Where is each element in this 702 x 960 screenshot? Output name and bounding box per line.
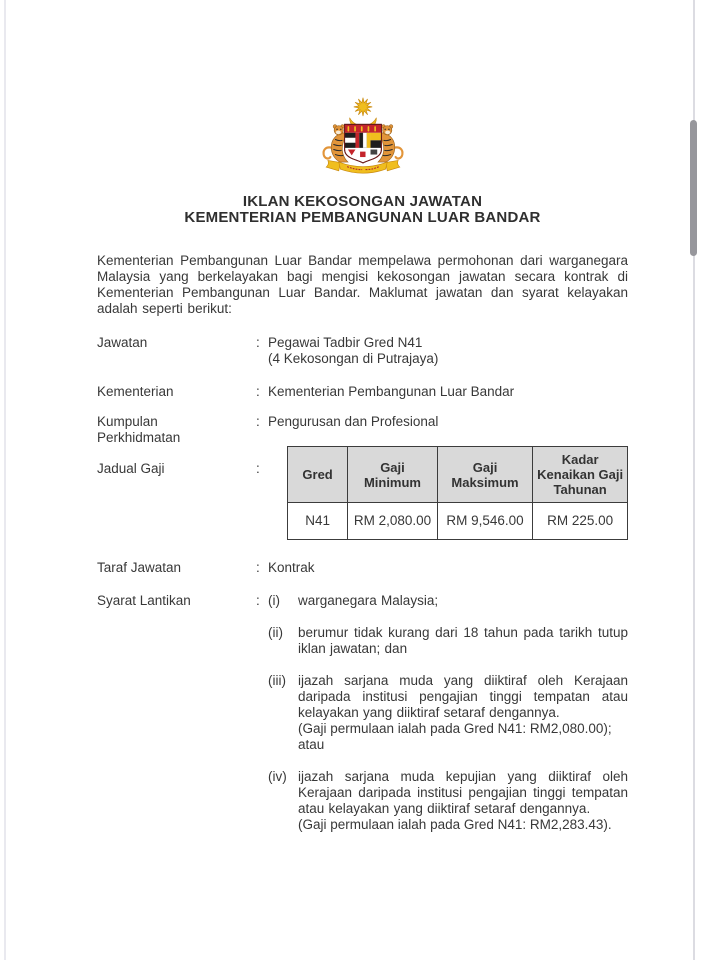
field-label: Kumpulan Perkhidmatan	[97, 414, 181, 445]
field-separator: :	[256, 461, 260, 476]
item-note: (Gaji permulaan ialah pada Gred N41: RM2,283.43).	[298, 817, 612, 832]
salary-table-row	[288, 503, 628, 540]
item-number: (ii)	[268, 625, 283, 640]
salary-cell-gred: N41	[288, 503, 348, 540]
page-title	[97, 194, 628, 226]
field-taraf-jawatan	[97, 560, 628, 576]
item-number: (iii)	[268, 673, 286, 688]
field-separator: :	[256, 593, 260, 608]
field-value: Kontrak	[268, 560, 315, 575]
page-edge-left	[4, 0, 6, 960]
syarat-item-i	[268, 593, 628, 609]
item-note: (Gaji permulaan ialah pada Gred N41: RM2,080.00);	[298, 721, 612, 736]
malaysia-coat-of-arms-icon	[300, 96, 426, 188]
salary-table-header-row	[288, 447, 628, 503]
field-value: Kementerian Pembangunan Luar Bandar	[268, 384, 515, 399]
salary-table	[287, 446, 628, 540]
field-syarat-lantikan	[97, 593, 628, 625]
field-kementerian	[97, 384, 628, 400]
shield-icon	[344, 124, 381, 162]
salary-cell-kadar-kenaikan: RM 225.00	[533, 503, 628, 540]
field-label: Jadual Gaji	[97, 461, 165, 476]
salary-header-gaji-maksimum: Gaji Maksimum	[437, 447, 533, 503]
field-separator: :	[256, 560, 260, 575]
field-value: Pengurusan dan Profesional	[268, 414, 439, 429]
field-label: Kementerian	[97, 384, 174, 399]
salary-cell-gaji-minimum: RM 2,080.00	[348, 503, 438, 540]
salary-header-gaji-minimum: Gaji Minimum	[348, 447, 438, 503]
item-text: warganegara Malaysia;	[298, 593, 439, 608]
field-value	[268, 446, 628, 540]
field-kumpulan-perkhidmatan	[97, 414, 628, 446]
jawatan-line-2: (4 Kekosongan di Putrajaya)	[268, 351, 439, 366]
item-text: berumur tidak kurang dari 18 tahun pada tarikh tutup iklan jawatan; dan	[298, 625, 628, 656]
field-value	[268, 593, 628, 625]
field-jadual-gaji	[97, 446, 628, 540]
field-label: Jawatan	[97, 335, 148, 350]
title-line-1: IKLAN KEKOSONGAN JAWATAN	[242, 193, 483, 210]
field-label: Syarat Lantikan	[97, 593, 191, 608]
field-separator: :	[256, 414, 260, 429]
emblem-container	[97, 96, 628, 188]
syarat-item-ii	[268, 625, 628, 657]
syarat-item-iii	[268, 673, 628, 753]
scrollbar-thumb[interactable]	[690, 120, 697, 256]
salary-header-gred: Gred	[288, 447, 348, 503]
field-label: Taraf Jawatan	[97, 560, 182, 575]
field-jawatan	[97, 335, 628, 367]
field-separator: :	[256, 335, 260, 350]
salary-cell-gaji-maksimum: RM 9,546.00	[437, 503, 533, 540]
document-page	[0, 96, 702, 833]
item-note: atau	[298, 737, 325, 752]
item-text: ijazah sarjana muda kepujian yang diiktiraf oleh Kerajaan daripada institusi pengajian tinggi tempatan atau kelayakan yang diiktiraf setaraf dengannya. (Gaji permulaan ialah pada Gred N41: RM2,283.43).	[298, 769, 628, 832]
field-separator: :	[256, 384, 260, 399]
field-value	[268, 335, 628, 367]
salary-header-kadar-kenaikan: Kadar Kenaikan Gaji Tahunan	[533, 447, 628, 503]
title-line-2: KEMENTERIAN PEMBANGUNAN LUAR BANDAR	[184, 209, 541, 226]
jawatan-line-1: Pegawai Tadbir Gred N41	[268, 335, 423, 350]
item-number: (iv)	[268, 769, 287, 784]
item-number: (i)	[268, 593, 280, 608]
item-text: ijazah sarjana muda yang diiktiraf oleh Kerajaan daripada institusi pengajian tinggi tempatan atau kelayakan yang diiktiraf setaraf dengannya. (Gaji permulaan ialah pada Gred N41: RM2,080.00); atau	[298, 673, 628, 752]
syarat-item-iv	[268, 769, 628, 833]
intro-paragraph: Kementerian Pembangunan Luar Bandar mempelawa permohonan dari warganegara Malaysia yang berkelayakan bagi mengisi kekosongan jawatan secara kontrak di Kementerian Pembangunan Luar Bandar. Maklumat jawatan dan syarat kelayakan adalah seperti berikut:	[97, 253, 628, 316]
